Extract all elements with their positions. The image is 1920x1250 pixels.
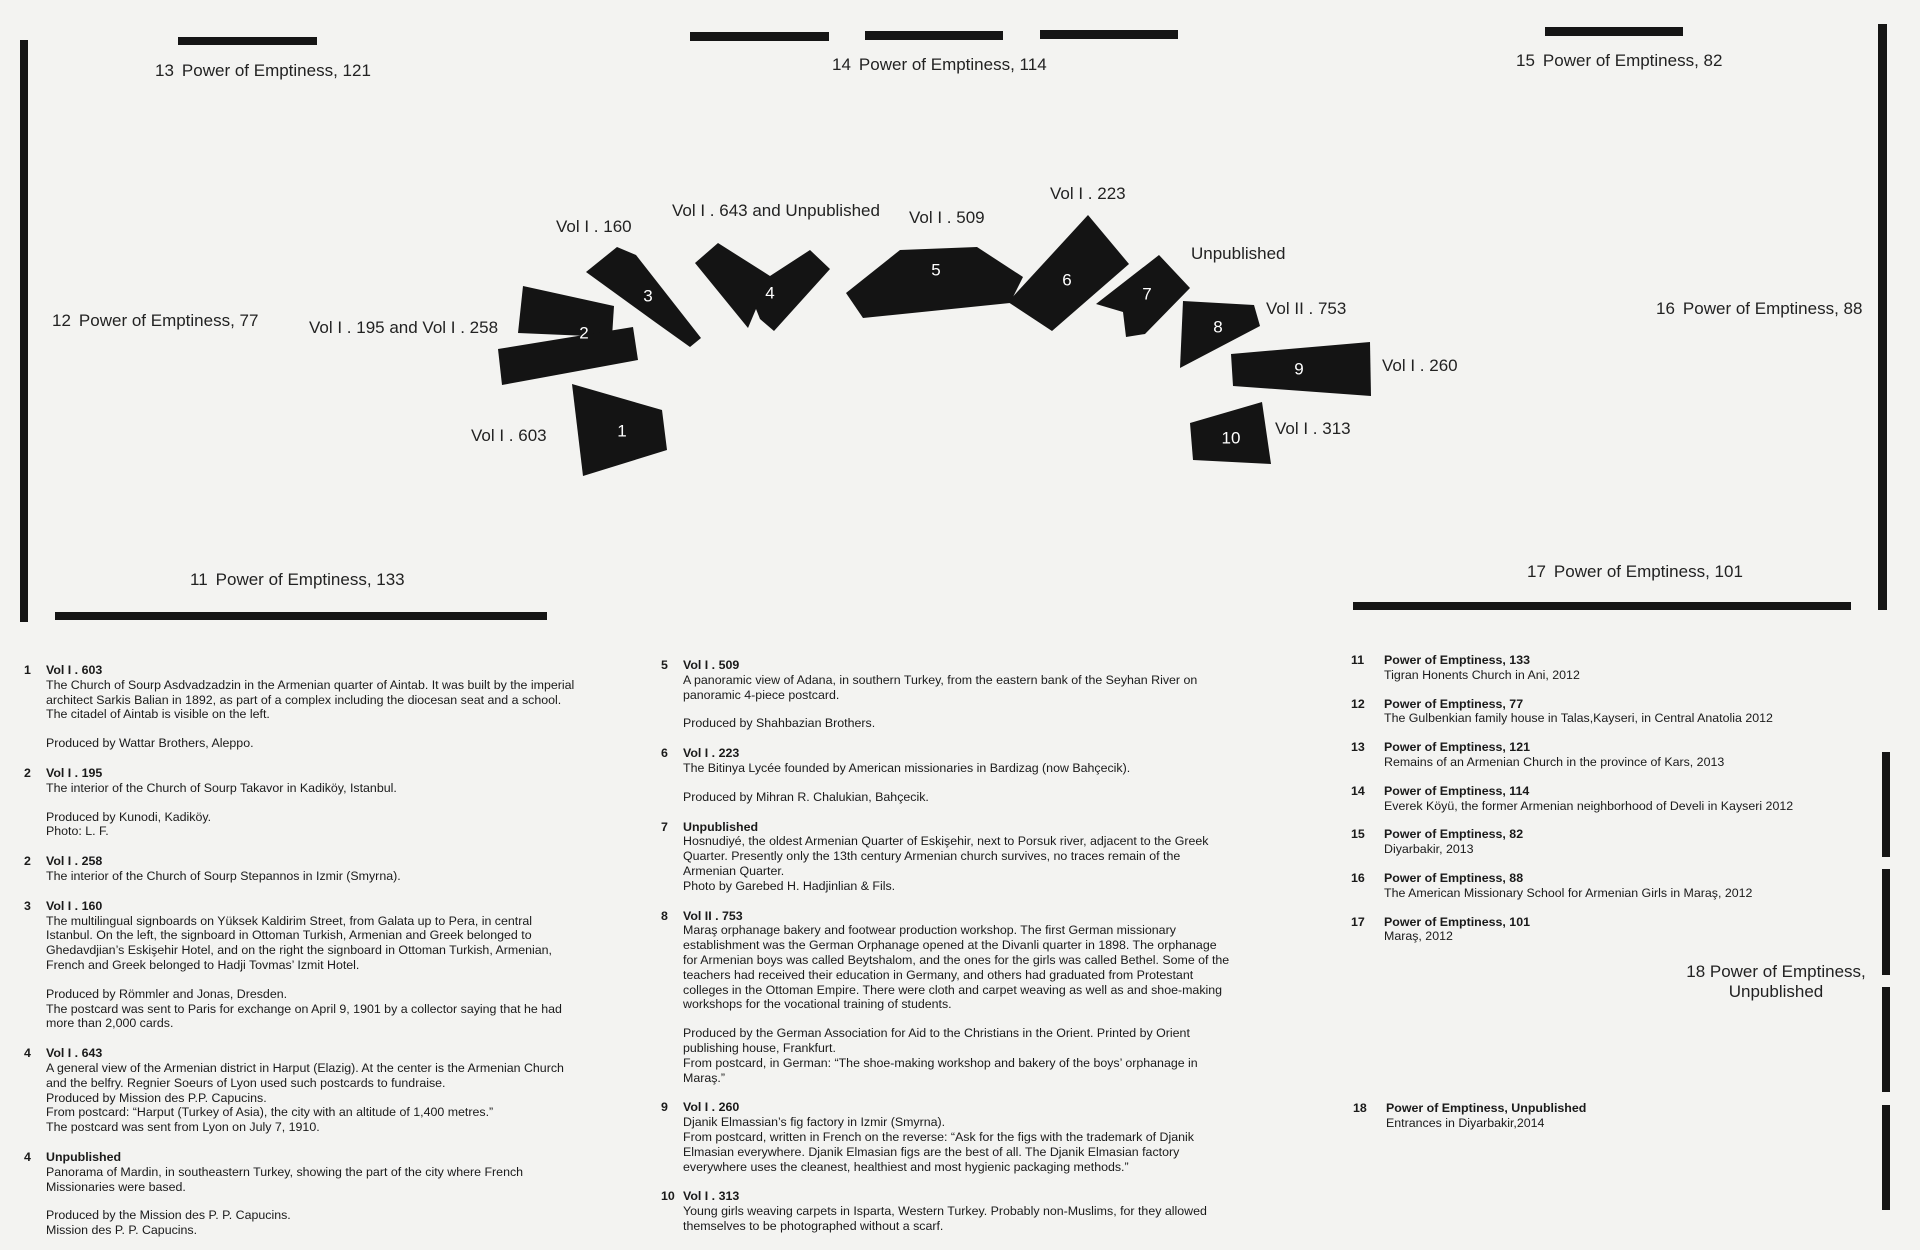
caption-text: Produced by the German Association for Aid to the Christians in the Orient. Printed by Orient publishing house, Frankfurt. From postcard, in German: “The shoe-making workshop and bakery of the boys’ orphanage in Maraş.” bbox=[683, 1026, 1198, 1085]
caption-text: The Church of Sourp Asdvadzadzin in the Armenian quarter of Aintab. It was built by the imperial architect Sarkis Balian in 1892, as part of a complex including the diocesan seat and a school. The citadel of Aintab is visible on the left. bbox=[46, 677, 575, 722]
caption-number: 10 bbox=[661, 1189, 675, 1204]
shape-label-9: Vol I . 260 bbox=[1382, 356, 1458, 375]
caption-number: 4 bbox=[24, 1046, 31, 1061]
caption-entry bbox=[24, 766, 582, 839]
caption-text: The American Missionary School for Armenian Girls in Maraş, 2012 bbox=[1384, 885, 1753, 900]
captions-column-3 bbox=[1351, 653, 1821, 958]
shape-6-number: 6 bbox=[1062, 270, 1072, 290]
shape-label-1: Vol I . 603 bbox=[471, 426, 547, 445]
caption-entry bbox=[24, 1150, 582, 1238]
caption-text: The interior of the Church of Sourp Stepannos in Izmir (Smyrna). bbox=[46, 868, 401, 883]
caption-entry bbox=[24, 854, 582, 884]
shape-label-7: Unpublished bbox=[1191, 244, 1286, 263]
caption-number: 9 bbox=[661, 1100, 668, 1115]
caption-title: Vol I . 195 bbox=[46, 765, 103, 780]
caption-number: 15 bbox=[1351, 827, 1365, 842]
caption-text: The Bitinya Lycée founded by American missionaries in Bardizag (now Bahçecik). bbox=[683, 760, 1131, 775]
frame-label-18-line2: Unpublished bbox=[1728, 982, 1824, 1001]
caption-title: Vol I . 258 bbox=[46, 854, 103, 869]
frame-label-12: 12 Power of Emptiness, 77 bbox=[52, 311, 259, 330]
caption-entry bbox=[661, 909, 1231, 1086]
caption-text: Produced by Wattar Brothers, Aleppo. bbox=[46, 736, 254, 751]
caption-entry bbox=[1351, 915, 1821, 945]
caption-text: Maraş orphanage bakery and footwear production workshop. The first German missionary establishment was the German Orphanage opened at the Divanli quarter in 1898. The orphanage for Armenian boys was called Beytshalom, and the ones for the girls was called Bethel. Some of the teachers had received their education in Germany, and others had graduated from Protestant colleges in the Ottoman Empire. There were cloth and carpet weaving as well as and shoe-making workshops for the vocational training of students. bbox=[683, 923, 1230, 1012]
shape-8-number: 8 bbox=[1213, 317, 1223, 337]
caption-text: Produced by the Mission des P. P. Capucins. Mission des P. P. Capucins. bbox=[46, 1208, 291, 1238]
shape-5 bbox=[846, 247, 1023, 318]
captions-column-1 bbox=[24, 663, 582, 1250]
caption-text: A general view of the Armenian district in Harput (Elazig). At the center is the Armenian Church and the belfry. Regnier Soeurs of Lyon used such postcards to fundraise. Produced by Mission des P.P. Capucins. From postcard: “Harput (Turkey of Asia), the city with an altitude of 1,400 metres.” The postcard was sent from Lyon on July 7, 1910. bbox=[46, 1060, 564, 1135]
caption-18 bbox=[1353, 1101, 1813, 1145]
shape-1-number: 1 bbox=[617, 421, 627, 441]
caption-title: Power of Emptiness, 114 bbox=[1384, 783, 1530, 798]
shape-label-5: Vol I . 509 bbox=[909, 208, 985, 227]
caption-number: 17 bbox=[1351, 914, 1365, 929]
shape-3-number: 3 bbox=[643, 286, 653, 306]
caption-number: 2 bbox=[24, 765, 31, 780]
caption-text: Produced by Mihran R. Chalukian, Bahçecik. bbox=[683, 789, 929, 804]
caption-number: 18 bbox=[1353, 1101, 1367, 1115]
caption-text: Djanik Elmassian’s fig factory in Izmir (Smyrna). From postcard, written in French on the reverse: “Ask for the figs with the trademark of Djanik Elmasian everywhere. Djanik Elmasian figs are the best of all. The Djanik Elmasian factory everywhere uses the cleanest, healthiest and most hygienic packaging methods.” bbox=[683, 1115, 1194, 1174]
shape-2-upper bbox=[518, 286, 614, 337]
caption-number: 8 bbox=[661, 908, 668, 923]
caption-title: Vol II . 753 bbox=[683, 908, 743, 923]
caption-entry bbox=[1351, 653, 1821, 683]
captions-column-2 bbox=[661, 658, 1231, 1249]
caption-text: Produced by Shahbazian Brothers. bbox=[683, 716, 876, 731]
caption-text: Hosnudiyé, the oldest Armenian Quarter of Eskişehir, next to Porsuk river, adjacent to the Greek Quarter. Presently only the 13th century Armenian church survives, no traces remain of the Armenian Quarter. Photo by Garebed H. Hadjinlian & Fils. bbox=[683, 834, 1209, 893]
caption-entry bbox=[661, 1189, 1231, 1233]
caption-text: Young girls weaving carpets in Isparta, Western Turkey. Probably non-Muslims, for they allowed themselves to be photographed without a scarf. bbox=[683, 1204, 1207, 1233]
caption-number: 3 bbox=[24, 898, 31, 913]
shape-4-number: 4 bbox=[765, 283, 775, 303]
caption-number: 7 bbox=[661, 819, 668, 834]
caption-number: 12 bbox=[1351, 696, 1365, 711]
caption-entry bbox=[661, 658, 1231, 731]
caption-title: Power of Emptiness, 88 bbox=[1384, 870, 1524, 885]
caption-entry bbox=[1351, 827, 1821, 857]
caption-title: Vol I . 260 bbox=[683, 1100, 740, 1115]
caption-number: 2 bbox=[24, 854, 31, 869]
caption-text: Produced by Kunodi, Kadiköy. Photo: L. F. bbox=[46, 809, 212, 839]
caption-text: A panoramic view of Adana, in southern Turkey, from the eastern bank of the Seyhan River on panoramic 4-piece postcard. bbox=[683, 672, 1198, 702]
caption-title: Power of Emptiness, 77 bbox=[1384, 696, 1524, 711]
caption-text: Tigran Honents Church in Ani, 2012 bbox=[1384, 667, 1580, 682]
caption-number: 13 bbox=[1351, 740, 1365, 755]
shape-label-4: Vol I . 643 and Unpublished bbox=[672, 201, 880, 220]
caption-number: 4 bbox=[24, 1149, 31, 1164]
caption-title: Vol I . 313 bbox=[683, 1189, 740, 1204]
caption-text: The multilingual signboards on Yüksek Kaldirim Street, from Galata up to Pera, in central Istanbul. On the left, the signboard in Ottoman Turkish, Armenian and Greek belonged to Ghedavdjian’s Eskişehir Hotel, and on the right the signboard in Ottoman Turkish, Armenian, French and Greek belonged to Hadji Tovmas’ Izmit Hotel. bbox=[46, 913, 553, 972]
frame-label-13: 13 Power of Emptiness, 121 bbox=[155, 61, 371, 80]
shape-label-3: Vol I . 160 bbox=[556, 217, 632, 236]
caption-entry bbox=[1351, 784, 1821, 814]
shape-10-number: 10 bbox=[1221, 428, 1241, 448]
caption-title: Vol I . 160 bbox=[46, 898, 103, 913]
caption-entry bbox=[24, 1046, 582, 1135]
shape-label-10: Vol I . 313 bbox=[1275, 419, 1351, 438]
caption-entry bbox=[661, 746, 1231, 804]
caption-title: Power of Emptiness, 82 bbox=[1384, 827, 1524, 842]
caption-number: 16 bbox=[1351, 870, 1365, 885]
shape-7-number: 7 bbox=[1142, 284, 1152, 304]
caption-number: 1 bbox=[24, 663, 31, 677]
caption-title: Vol I . 223 bbox=[683, 746, 740, 761]
caption-title: Power of Emptiness, 133 bbox=[1384, 653, 1530, 667]
shape-5-number: 5 bbox=[931, 260, 941, 280]
shape-4 bbox=[695, 243, 830, 331]
caption-title: Vol I . 603 bbox=[46, 663, 103, 677]
caption-entry bbox=[24, 663, 582, 751]
shape-label-8: Vol II . 753 bbox=[1266, 299, 1347, 318]
caption-title: Vol I . 643 bbox=[46, 1046, 103, 1061]
caption-title: Vol I . 509 bbox=[683, 658, 740, 672]
caption-entry bbox=[1351, 871, 1821, 901]
caption-title: Power of Emptiness, Unpublished bbox=[1386, 1101, 1587, 1115]
caption-text: Everek Köyü, the former Armenian neighborhood of Develi in Kayseri 2012 bbox=[1384, 798, 1794, 813]
shape-9-number: 9 bbox=[1294, 359, 1304, 379]
caption-number: 11 bbox=[1351, 653, 1365, 667]
caption-entry bbox=[661, 1100, 1231, 1174]
caption-number: 6 bbox=[661, 746, 668, 761]
caption-number: 5 bbox=[661, 658, 668, 672]
caption-text: Entrances in Diyarbakir,2014 bbox=[1386, 1115, 1545, 1130]
shape-label-2: Vol I . 195 and Vol I . 258 bbox=[309, 318, 499, 337]
shape-2-number: 2 bbox=[579, 323, 589, 343]
caption-entry bbox=[24, 899, 582, 1031]
frame-label-11: 11 Power of Emptiness, 133 bbox=[190, 570, 405, 589]
caption-number: 14 bbox=[1351, 783, 1365, 798]
caption-entry bbox=[661, 820, 1231, 894]
frame-label-17: 17 Power of Emptiness, 101 bbox=[1527, 562, 1743, 581]
caption-text: Panorama of Mardin, in southeastern Turkey, showing the part of the city where French Missionaries were based. bbox=[46, 1164, 524, 1194]
caption-text: Produced by Römmler and Jonas, Dresden. The postcard was sent to Paris for exchange on April 9, 1901 by a collector saying that he had more than 2,000 cards. bbox=[46, 986, 562, 1031]
caption-title: Power of Emptiness, 121 bbox=[1384, 740, 1530, 755]
caption-entry bbox=[1351, 697, 1821, 727]
caption-text: Maraş, 2012 bbox=[1384, 929, 1453, 944]
shape-2-lower bbox=[498, 327, 638, 385]
caption-text: The interior of the Church of Sourp Takavor in Kadiköy, Istanbul. bbox=[46, 780, 397, 795]
frame-label-18-line1: 18 Power of Emptiness, bbox=[1686, 962, 1866, 981]
caption-entry bbox=[1353, 1101, 1813, 1131]
caption-text: Remains of an Armenian Church in the province of Kars, 2013 bbox=[1384, 754, 1725, 769]
caption-text: The Gulbenkian family house in Talas,Kayseri, in Central Anatolia 2012 bbox=[1384, 711, 1773, 726]
caption-title: Unpublished bbox=[46, 1149, 122, 1164]
caption-title: Unpublished bbox=[683, 819, 759, 834]
caption-title: Power of Emptiness, 101 bbox=[1384, 914, 1530, 929]
shape-label-6: Vol I . 223 bbox=[1050, 184, 1126, 203]
frame-label-16: 16 Power of Emptiness, 88 bbox=[1656, 299, 1863, 318]
caption-text: Diyarbakir, 2013 bbox=[1384, 842, 1474, 857]
caption-entry bbox=[1351, 740, 1821, 770]
frame-label-14: 14 Power of Emptiness, 114 bbox=[832, 55, 1047, 74]
frame-label-15: 15 Power of Emptiness, 82 bbox=[1516, 51, 1723, 70]
